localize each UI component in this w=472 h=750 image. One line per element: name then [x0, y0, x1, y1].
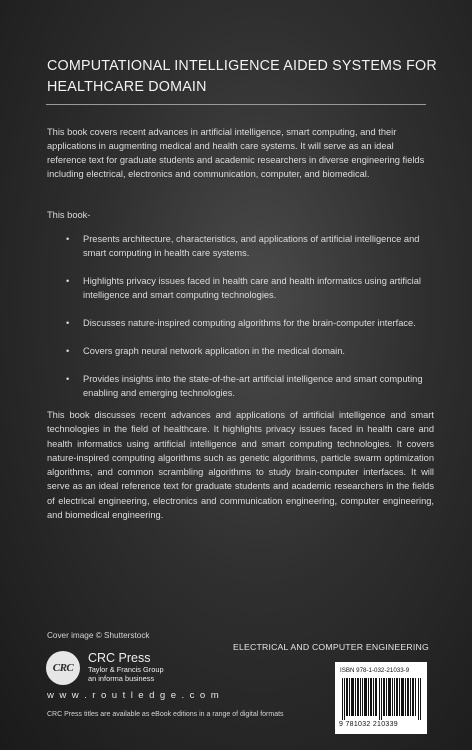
intro-paragraph: This book covers recent advances in artificial intelligence, smart computing, and their applications in augmenting medical and health care systems. It will serve as an ideal reference text for graduate students and academic researchers in diverse engineering fields including electrical, electronics and communication, computer, and biomedical. — [47, 127, 425, 179]
series-name: ELECTRICAL AND COMPUTER ENGINEERING — [233, 642, 429, 652]
list-item: • Highlights privacy issues faced in health care and health informatics using artificial intelligence and smart computing technologies. — [66, 274, 436, 302]
list-item: • Presents architecture, characteristics, and applications of artificial intelligence and smart computing in health care systems. — [66, 232, 436, 260]
book-title: COMPUTATIONAL INTELLIGENCE AIDED SYSTEMS FOR HEALTHCARE DOMAIN — [47, 58, 437, 95]
logo-mark: CRC — [52, 662, 74, 674]
ebook-note: CRC Press titles are available as eBook editions in a range of digital formats — [47, 711, 284, 718]
list-item: • Covers graph neural network application in the medical domain. — [66, 344, 436, 358]
publisher-block — [88, 652, 164, 683]
barcode-number: 9 781032 210339 — [339, 721, 398, 728]
crc-logo-icon — [46, 651, 80, 685]
publisher-group: Taylor & Francis Group — [88, 665, 164, 674]
publisher-name: CRC Press — [88, 651, 151, 665]
publisher-tagline: an informa business — [88, 674, 155, 683]
list-item: • Discusses nature-inspired computing algorithms for the brain-computer interface. — [66, 316, 436, 330]
title-divider — [46, 104, 426, 105]
isbn-label: ISBN 978-1-032-21033-9 — [340, 667, 410, 674]
isbn-barcode — [335, 662, 427, 734]
barcode-icon — [342, 678, 422, 720]
feature-list — [66, 232, 436, 414]
list-item: • Provides insights into the state-of-the-art artificial intelligence and smart computing enabling and emerging technologies. — [66, 372, 436, 400]
list-lead: This book- — [47, 210, 91, 220]
cover-credit: Cover image © Shutterstock — [47, 631, 150, 640]
publisher-url: w w w . r o u t l e d g e . c o m — [47, 690, 221, 701]
description-paragraph: This book discusses recent advances and applications of artificial intelligence and smart technologies in the field of healthcare. It highlights privacy issues faced in health care and health informatics using artificial intelligence and smart computing technologies. It covers nature-inspired computing algorithms such as genetic algorithms, particle swarm optimization algorithms, and common scrambling algorithms to study brain-computer interfaces. It will serve as an ideal reference text for graduate students and academic researchers in the fields of electrical engineering, electronics and communication engineering, computer engineering, and biomedical engineering. — [47, 410, 434, 521]
